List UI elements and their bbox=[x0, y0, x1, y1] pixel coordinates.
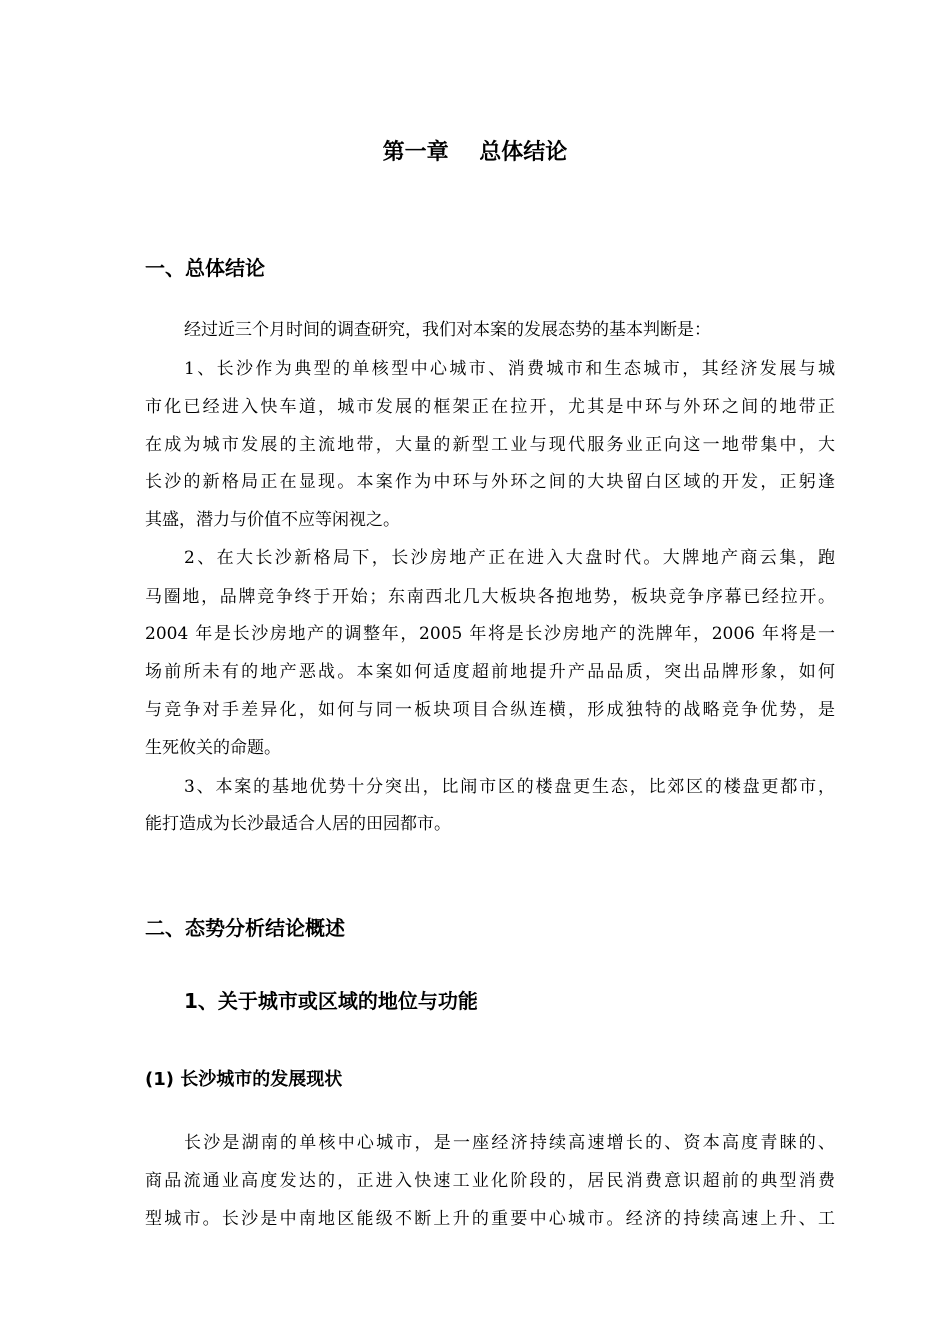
paragraph-line: 1、长沙作为典型的单核型中心城市、消费城市和生态城市，其经济发展与城 bbox=[184, 359, 835, 379]
paragraph-line: 马圈地，品牌竞争终于开始；东南西北几大板块各抱地势，板块竞争序幕已经拉开。 bbox=[145, 587, 835, 607]
paragraph-intro: 经过近三个月时间的调查研究，我们对本案的发展态势的基本判断是： bbox=[184, 320, 711, 340]
paragraph-line: 与竞争对手差异化，如何与同一板块项目合纵连横，形成独特的战略竞争优势，是 bbox=[145, 700, 835, 720]
paragraph-line: 场前所未有的地产恶战。本案如何适度超前地提升产品品质，突出品牌形象，如何 bbox=[145, 662, 835, 682]
section-heading-overall-conclusion: 一、总体结论 bbox=[145, 256, 265, 280]
paragraph-line: 市化已经进入快车道，城市发展的框架正在拉开，尤其是中环与外环之间的地带正 bbox=[145, 397, 835, 417]
paragraph-line: 其盛，潜力与价值不应等闲视之。 bbox=[145, 510, 400, 530]
subsection-heading-city-role: 1、关于城市或区域的地位与功能 bbox=[184, 989, 478, 1013]
paragraph-line: 生死攸关的命题。 bbox=[145, 738, 281, 758]
paragraph-line: 在成为城市发展的主流地带，大量的新型工业与现代服务业正向这一地带集中，大 bbox=[145, 435, 835, 455]
section-heading-situation-analysis: 二、态势分析结论概述 bbox=[145, 916, 345, 940]
paragraph-line: 3、本案的基地优势十分突出，比闹市区的楼盘更生态，比郊区的楼盘更都市， bbox=[184, 777, 835, 797]
subsubsection-heading-changsha-status: (1) 长沙城市的发展现状 bbox=[145, 1069, 343, 1090]
chapter-title: 第一章 总体结论 bbox=[382, 140, 568, 165]
paragraph-line: 长沙的新格局正在显现。本案作为中环与外环之间的大块留白区域的开发，正躬逢 bbox=[145, 472, 835, 492]
paragraph-line: 2、在大长沙新格局下，长沙房地产正在进入大盘时代。大牌地产商云集，跑 bbox=[184, 548, 835, 568]
paragraph-line: 2004 年是长沙房地产的调整年，2005 年将是长沙房地产的洗牌年，2006 年将是一 bbox=[145, 624, 835, 644]
paragraph-line: 型城市。长沙是中南地区能级不断上升的重要中心城市。经济的持续高速上升、工 bbox=[145, 1209, 835, 1229]
paragraph-line: 商品流通业高度发达的，正进入快速工业化阶段的，居民消费意识超前的典型消费 bbox=[145, 1171, 835, 1191]
paragraph-line: 能打造成为长沙最适合人居的田园都市。 bbox=[145, 814, 451, 834]
paragraph-line: 长沙是湖南的单核中心城市，是一座经济持续高速增长的、资本高度青睐的、 bbox=[184, 1133, 835, 1153]
